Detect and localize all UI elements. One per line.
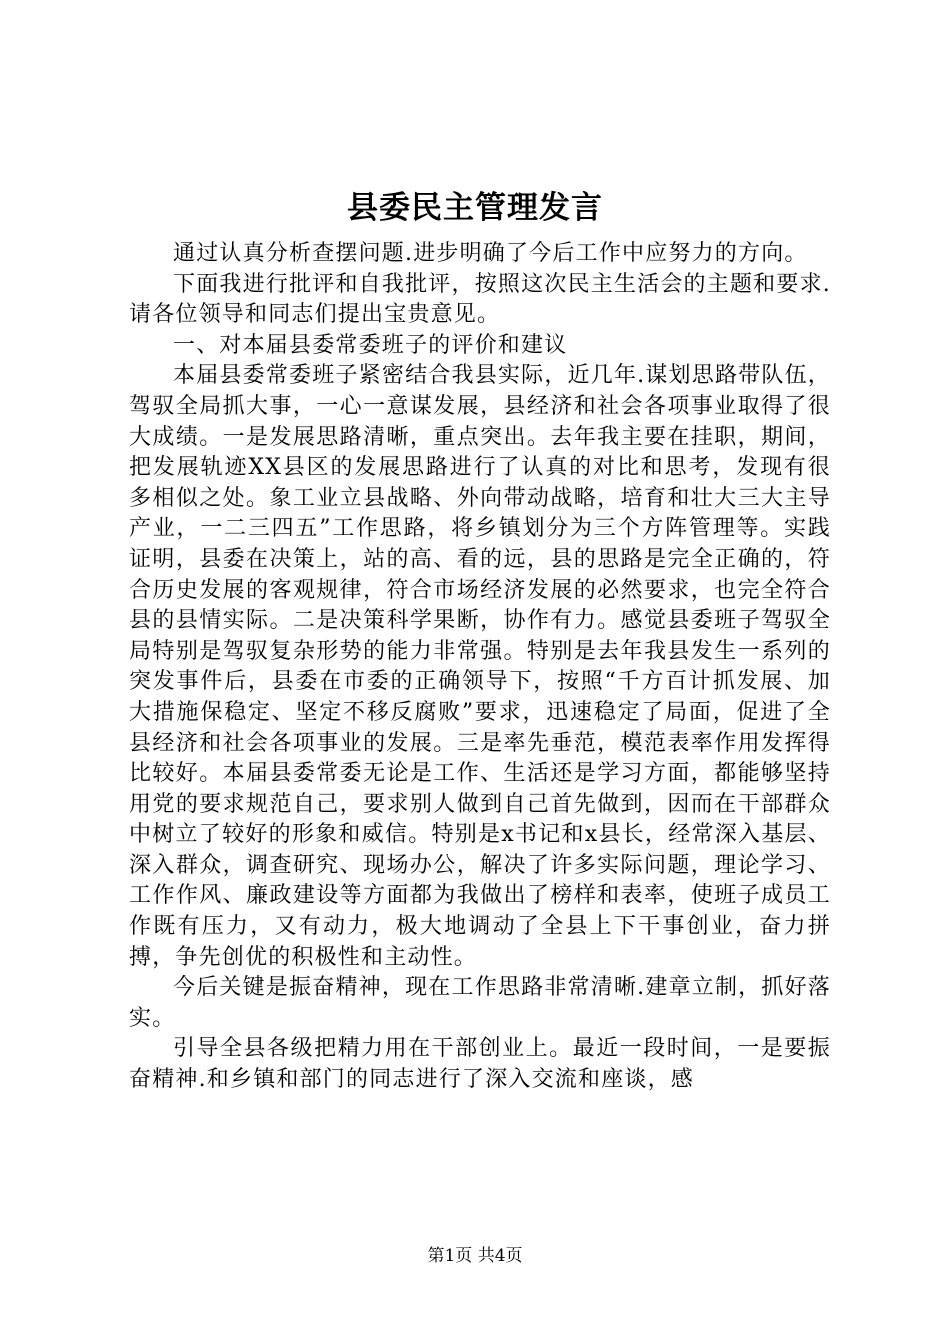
paragraph-guidance: 引导全县各级把精力用在干部创业上。最近一段时间，一是要振奋精神.和乡镇和部门的同志进行了深入交流和座谈，感 — [129, 1036, 831, 1093]
paragraph-evaluation: 本届县委常委班子紧密结合我县实际，近几年.谋划思路带队伍，驾驭全局抓大事，一心一意谋发展，县经济和社会各项事业取得了很大成绩。一是发展思路清晰，重点突出。去年我主要在挂职，期间，把发展轨迹XX县区的发展思路进行了认真的对比和思考，发现有很多相似之处。象工业立县战略、外向带动战略，培育和壮大三大主导产业，一二三四五”工作思路，将乡镇划分为三个方阵管理等。实践证明，县委在决策上，站的高、看的远，县的思路是完全正确的，符合历史发展的客观规律，符合市场经济发展的必然要求，也完全符合县的县情实际。二是决策科学果断，协作有力。感觉县委班子驾驭全局特别是驾驭复杂形势的能力非常强。特别是去年我县发生一系列的突发事件后，县委在市委的正确领导下，按照“千方百计抓发展、加大措施保稳定、坚定不移反腐败”要求，迅速稳定了局面，促进了全县经济和社会各项事业的发展。三是率先垂范，模范表率作用发挥得比较好。本届县委常委无论是工作、生活还是学习方面，都能够坚持用党的要求规范自己，要求别人做到自己首先做到，因而在干部群众中树立了较好的形象和威信。特别是x书记和x县长，经常深入基层、深入群众，调查研究、现场办公，解决了许多实际问题，理论学习、工作作风、廉政建设等方面都为我做出了榜样和表率，使班子成员工作既有压力，又有动力，极大地调动了全县上下干事创业，奋力拼搏，争先创优的积极性和主动性。 — [129, 363, 831, 970]
page-footer: 第1页 共4页 — [427, 1246, 523, 1266]
page-title: 县委民主管理发言 — [347, 190, 603, 226]
section-heading-evaluation: 一、对本届县委常委班子的评价和建议 — [173, 332, 568, 358]
paragraph-intro: 通过认真分析查摆问题.进步明确了今后工作中应努力的方向。 — [173, 241, 808, 266]
paragraph-criticism: 下面我进行批评和自我批评，按照这次民主生活会的主题和要求.请各位领导和同志们提出宝贵意见。 — [129, 271, 831, 328]
document-body — [129, 239, 831, 1096]
paragraph-key-spirit: 今后关键是振奋精神，现在工作思路非常清晰.建章立制，抓好落实。 — [129, 975, 831, 1031]
